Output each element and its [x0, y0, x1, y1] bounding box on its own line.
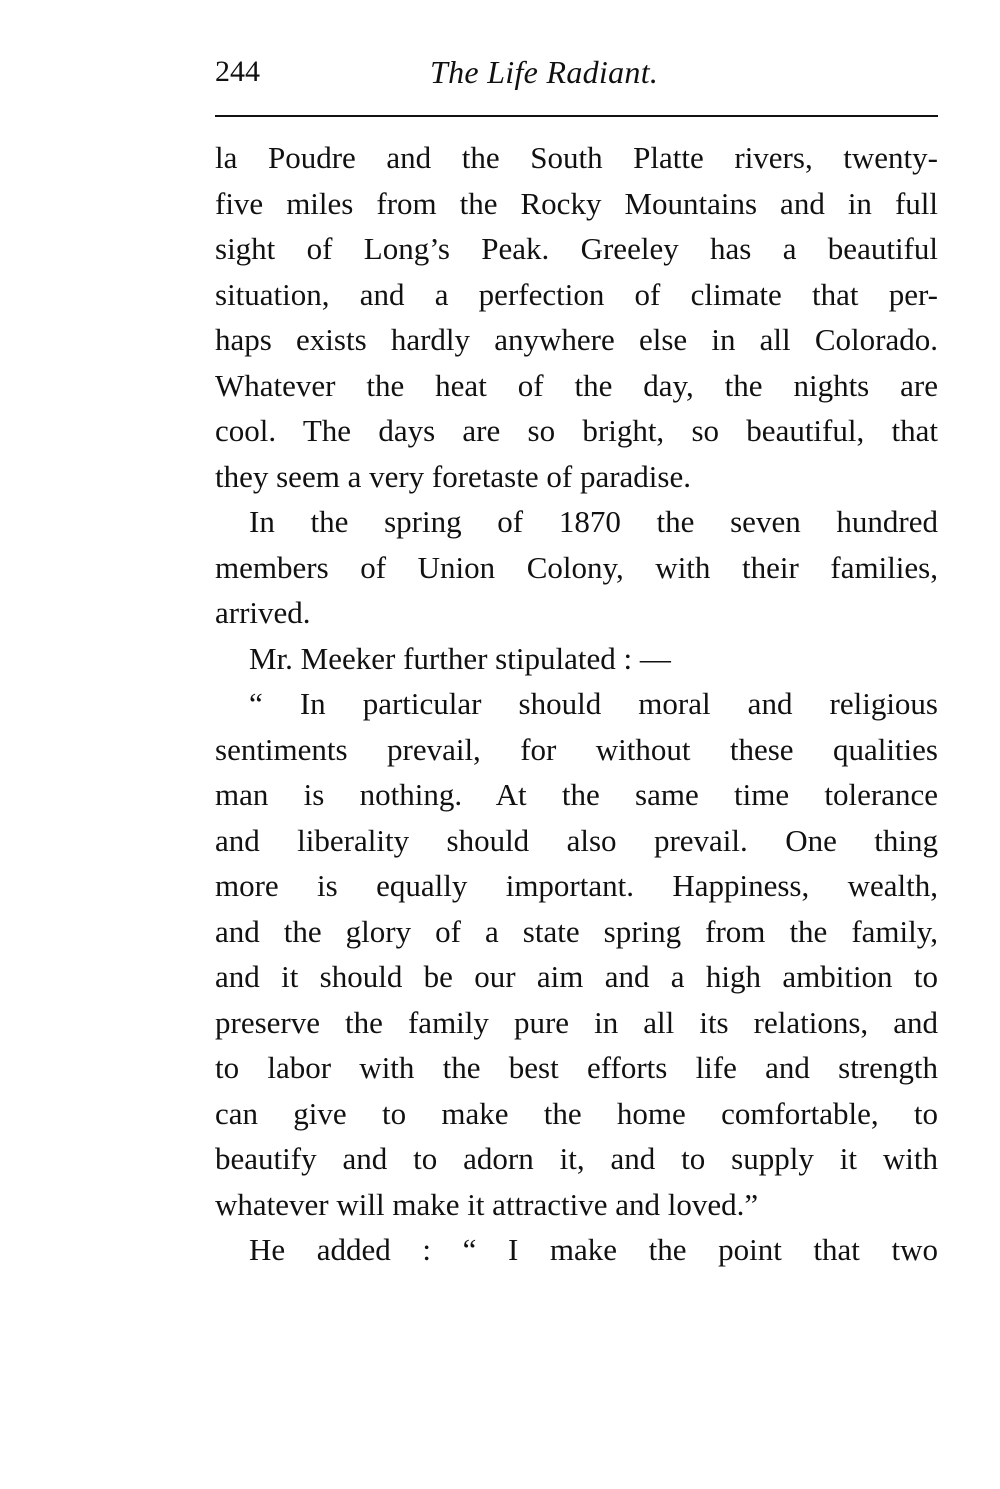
text-line: and liberality should also prevail. One thing: [215, 822, 938, 858]
text-line: to labor with the best efforts life and strength: [215, 1050, 938, 1085]
text-line: can give to make the home comfortable, to: [215, 1095, 938, 1131]
text-line: arrived.: [215, 595, 311, 630]
text-line: sight of Long’s Peak. Greeley has a beautiful: [215, 231, 938, 266]
text-line: sentiments prevail, for without these qualities: [215, 731, 938, 767]
text-line: members of Union Colony, with their families,: [215, 549, 938, 585]
text-line: Mr. Meeker further stipulated : —: [249, 640, 671, 676]
text-line: they seem a very foretaste of paradise.: [215, 458, 691, 494]
running-title: The Life Radiant.: [430, 54, 659, 90]
header-rule: [215, 115, 938, 117]
text-line: situation, and a perfection of climate that per-: [215, 276, 938, 312]
running-header: [215, 52, 938, 102]
text-line: and the glory of a state spring from the family,: [215, 913, 938, 949]
text-line: cool. The days are so bright, so beautiful, that: [215, 413, 938, 448]
page-number: 244: [215, 55, 260, 88]
text-line: and it should be our aim and a high ambition to: [215, 959, 938, 994]
text-line: beautify and to adorn it, and to supply it with: [215, 1141, 938, 1176]
text-line: whatever will make it attractive and loved.”: [215, 1186, 759, 1222]
text-line: la Poudre and the South Platte rivers, twenty-: [215, 140, 938, 175]
text-line: Whatever the heat of the day, the nights are: [215, 367, 938, 403]
text-line: preserve the family pure in all its relations, and: [215, 1004, 938, 1040]
text-line: five miles from the Rocky Mountains and in full: [215, 185, 938, 221]
text-line: haps exists hardly anywhere else in all Colorado.: [215, 322, 938, 357]
text-line: man is nothing. At the same time tolerance: [215, 777, 938, 812]
body-text: [215, 135, 938, 1273]
text-line: “ In particular should moral and religious: [249, 686, 938, 721]
text-line: more is equally important. Happiness, wealth,: [215, 868, 938, 903]
text-line: He added : “ I make the point that two: [249, 1232, 938, 1267]
text-line: In the spring of 1870 the seven hundred: [249, 504, 938, 539]
